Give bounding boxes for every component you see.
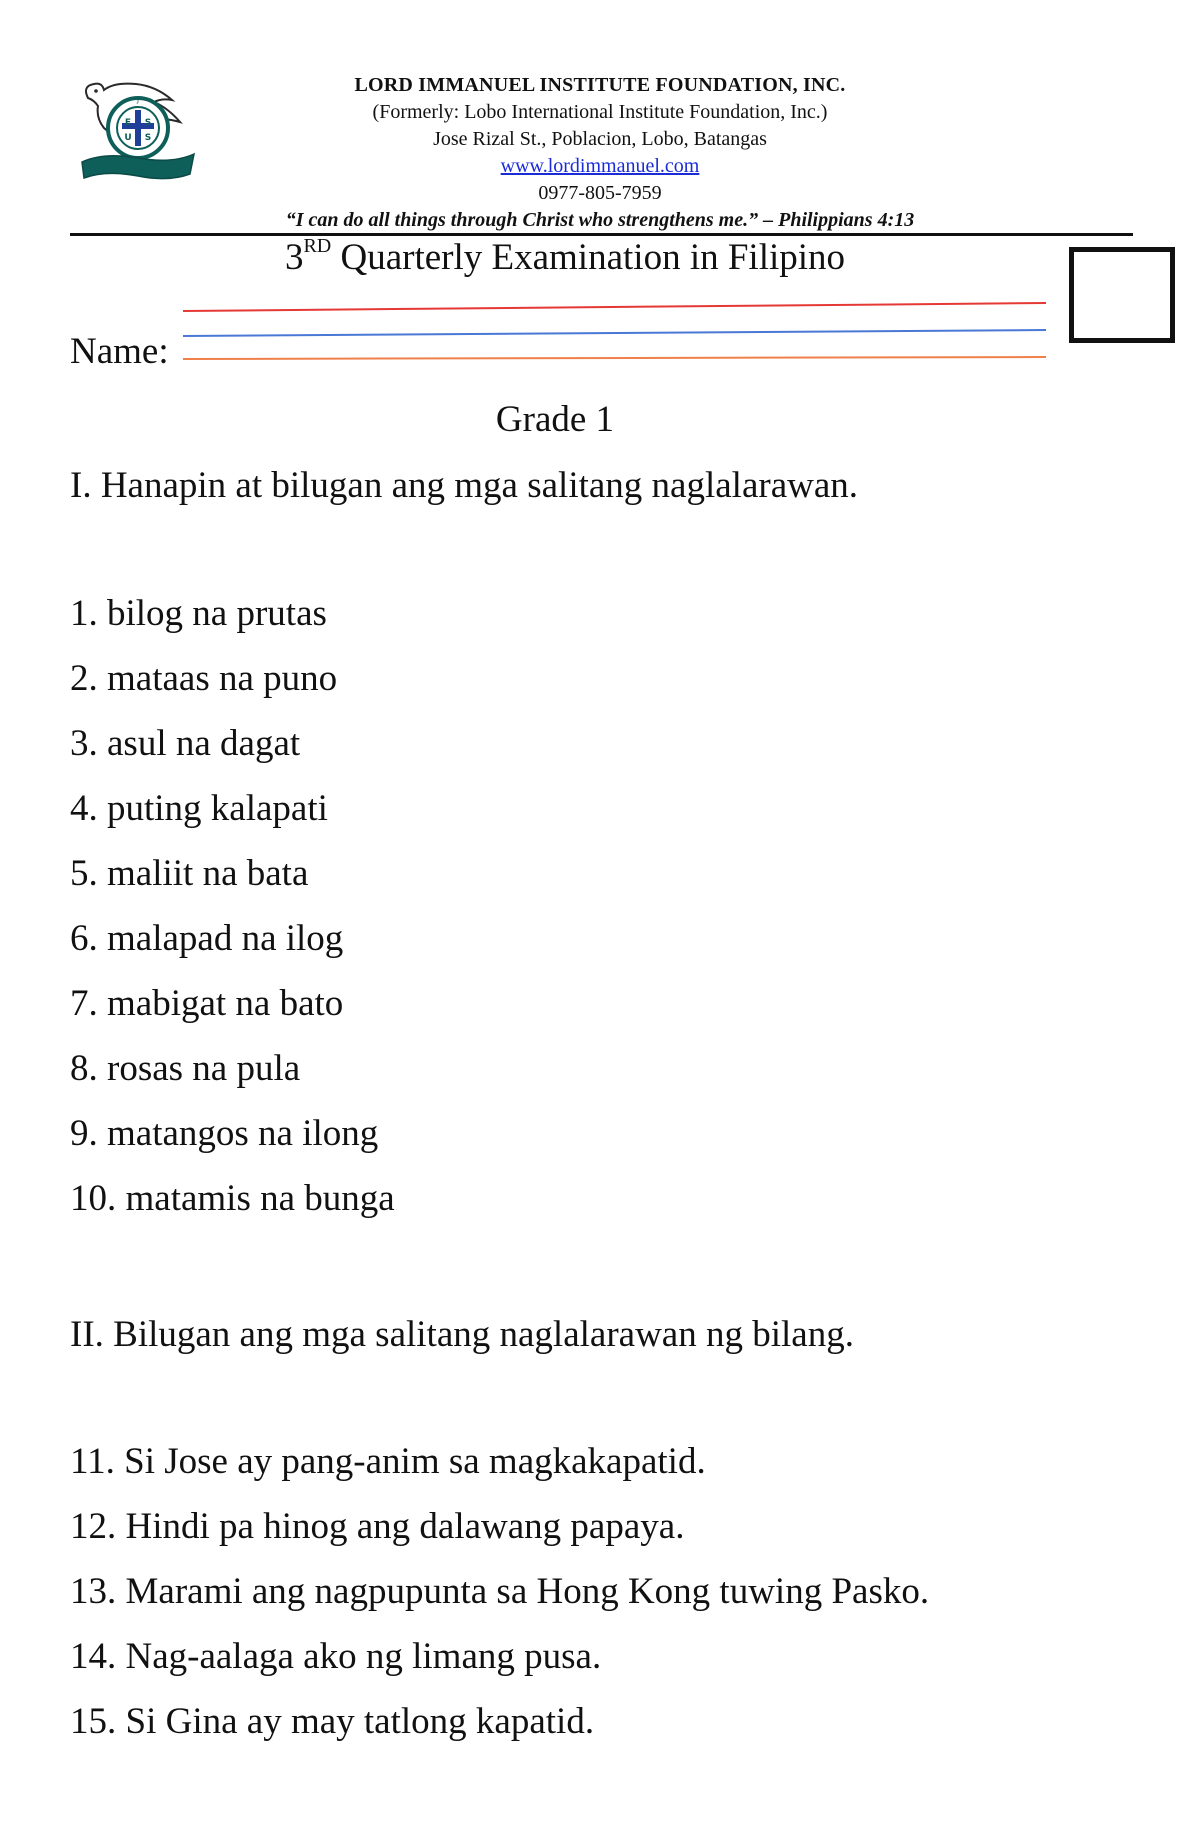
list-item[interactable]: 13. Marami ang nagpupunta sa Hong Kong tuwing Pasko. bbox=[70, 1571, 930, 1612]
dove-crest-icon bbox=[74, 78, 200, 186]
exam-title bbox=[150, 236, 980, 279]
list-item[interactable]: 5. maliit na bata bbox=[70, 853, 309, 894]
part1-items bbox=[70, 592, 395, 1242]
list-item[interactable]: 7. mabigat na bato bbox=[70, 983, 344, 1024]
formerly-name: (Formerly: Lobo International Institute Foundation, Inc.) bbox=[372, 101, 828, 123]
writing-line-orange[interactable] bbox=[183, 357, 1046, 359]
list-item[interactable]: 8. rosas na pula bbox=[70, 1048, 301, 1089]
logo-letter-u: U bbox=[124, 133, 132, 143]
title-text: Quarterly Examination in Filipino bbox=[331, 237, 846, 278]
logo-letter-s2: S bbox=[144, 133, 152, 143]
part1-instructions: I. Hanapin at bilugan ang mga salitang naglalarawan. bbox=[70, 465, 859, 506]
logo-letter-s1: S bbox=[144, 118, 152, 128]
list-item[interactable]: 3. asul na dagat bbox=[70, 723, 301, 764]
title-number: 3 bbox=[284, 237, 304, 278]
address: Jose Rizal St., Poblacion, Lobo, Batangas bbox=[433, 128, 767, 150]
logo-letter-j: J bbox=[136, 96, 140, 104]
writing-line-red[interactable] bbox=[183, 303, 1046, 311]
list-item[interactable]: 12. Hindi pa hinog ang dalawang papaya. bbox=[70, 1506, 685, 1547]
part2-instructions: II. Bilugan ang mga salitang naglalarawan ng bilang. bbox=[70, 1314, 854, 1355]
website-link[interactable]: www.lordimmanuel.com bbox=[500, 155, 700, 177]
grade-label: Grade 1 bbox=[495, 399, 615, 440]
score-box bbox=[1069, 247, 1175, 343]
list-item[interactable]: 15. Si Gina ay may tatlong kapatid. bbox=[70, 1701, 595, 1742]
logo-letter-e: E bbox=[124, 118, 132, 128]
list-item[interactable]: 1. bilog na prutas bbox=[70, 593, 327, 634]
name-label: Name: bbox=[70, 331, 169, 372]
list-item[interactable]: 14. Nag-aalaga ako ng limang pusa. bbox=[70, 1636, 602, 1677]
bible-verse: “I can do all things through Christ who strengthens me.” – Philippians 4:13 bbox=[285, 209, 915, 231]
writing-line-blue[interactable] bbox=[183, 330, 1046, 336]
organization-name: LORD IMMANUEL INSTITUTE FOUNDATION, INC. bbox=[354, 74, 846, 96]
list-item[interactable]: 2. mataas na puno bbox=[70, 658, 338, 699]
school-logo bbox=[74, 78, 200, 186]
list-item[interactable]: 9. matangos na ilong bbox=[70, 1113, 379, 1154]
part2-items bbox=[70, 1440, 929, 1765]
title-ordinal-suffix: RD bbox=[303, 235, 332, 257]
phone-number: 0977-805-7959 bbox=[538, 182, 662, 204]
writing-lines[interactable] bbox=[180, 296, 1050, 366]
letterhead bbox=[200, 72, 1000, 234]
list-item[interactable]: 11. Si Jose ay pang-anim sa magkakapatid. bbox=[70, 1441, 706, 1482]
list-item[interactable]: 6. malapad na ilog bbox=[70, 918, 344, 959]
list-item[interactable]: 4. puting kalapati bbox=[70, 788, 328, 829]
list-item[interactable]: 10. matamis na bunga bbox=[70, 1178, 395, 1219]
